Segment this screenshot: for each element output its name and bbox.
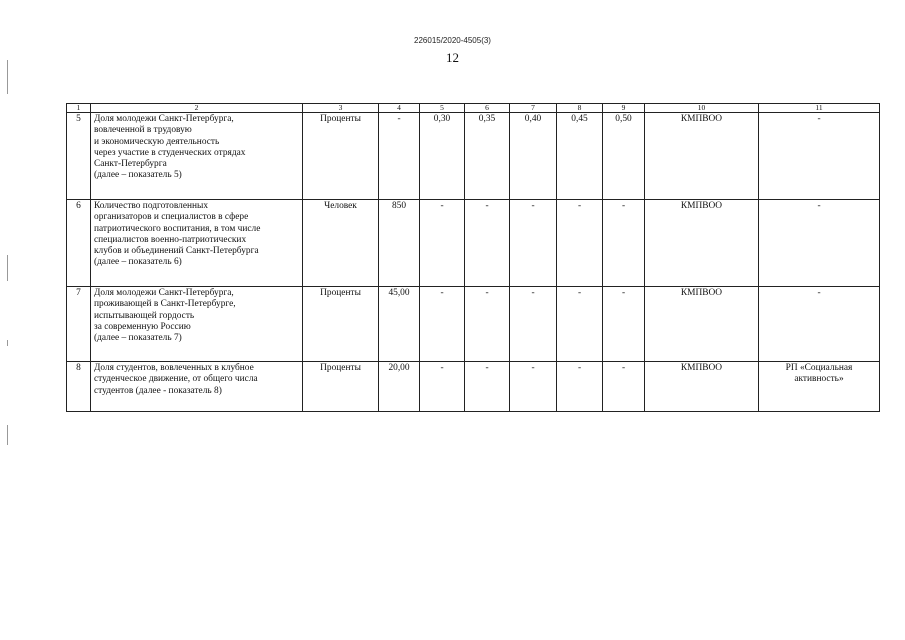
value-cell: - [557,287,603,362]
program-cell: - [759,113,880,200]
row-number: 8 [67,362,91,412]
value-cell: - [557,362,603,412]
unit-cell: Проценты [303,113,379,200]
scan-margin-mark [7,425,8,445]
value-cell: - [510,287,557,362]
value-cell: 0,40 [510,113,557,200]
document-id: 226015/2020-4505(3) [414,36,491,45]
scan-margin-mark [7,255,8,281]
column-header: 8 [557,104,603,113]
table-row [67,200,880,287]
column-header: 1 [67,104,91,113]
value-cell: - [603,362,645,412]
value-cell: 45,00 [379,287,420,362]
column-header: 7 [510,104,557,113]
scan-margin-mark [7,340,8,346]
responsible-cell: КМПВОО [645,200,759,287]
responsible-cell: КМПВОО [645,113,759,200]
column-header: 6 [465,104,510,113]
value-cell: - [510,200,557,287]
responsible-cell: КМПВОО [645,287,759,362]
value-cell: - [420,362,465,412]
value-cell: - [603,200,645,287]
column-header: 2 [91,104,303,113]
column-header: 11 [759,104,880,113]
column-header: 10 [645,104,759,113]
value-cell: - [379,113,420,200]
page-number: 12 [446,50,459,65]
indicators-table [66,103,880,412]
value-cell: - [603,287,645,362]
table-row [67,113,880,200]
value-cell: 0,50 [603,113,645,200]
column-header: 9 [603,104,645,113]
value-cell: 20,00 [379,362,420,412]
value-cell: - [510,362,557,412]
unit-cell: Человек [303,200,379,287]
value-cell: - [420,200,465,287]
table-row [67,287,880,362]
unit-cell: Проценты [303,287,379,362]
indicator-name: Количество подготовленных организаторов и специалистов в сфере патриотического воспитания, в том числе специалистов военно-патриотических клубов и объединений Санкт-Петербурга (далее – показатель 6) [91,200,303,287]
unit-cell: Проценты [303,362,379,412]
indicator-name: Доля молодежи Санкт-Петербурга, вовлеченной в трудовую и экономическую деятельность через участие в студенческих отрядах Санкт-Петербурга (далее – показатель 5) [91,113,303,200]
value-cell: 850 [379,200,420,287]
value-cell: - [465,200,510,287]
value-cell: - [557,200,603,287]
responsible-cell: КМПВОО [645,362,759,412]
indicator-name: Доля студентов, вовлеченных в клубное студенческое движение, от общего числа студентов (далее - показатель 8) [91,362,303,412]
table-row [67,362,880,412]
column-header: 5 [420,104,465,113]
column-header: 4 [379,104,420,113]
value-cell: - [465,362,510,412]
value-cell: 0,45 [557,113,603,200]
column-header: 3 [303,104,379,113]
program-cell: - [759,200,880,287]
indicator-name: Доля молодежи Санкт-Петербурга, проживающей в Санкт-Петербурге, испытывающей гордость за современную Россию (далее – показатель 7) [91,287,303,362]
row-number: 6 [67,200,91,287]
value-cell: 0,35 [465,113,510,200]
row-number: 5 [67,113,91,200]
program-cell: - [759,287,880,362]
program-cell: РП «Социальная активность» [759,362,880,412]
value-cell: - [420,287,465,362]
row-number: 7 [67,287,91,362]
value-cell: 0,30 [420,113,465,200]
scan-margin-mark [7,60,8,94]
value-cell: - [465,287,510,362]
column-number-header-row [67,104,880,113]
